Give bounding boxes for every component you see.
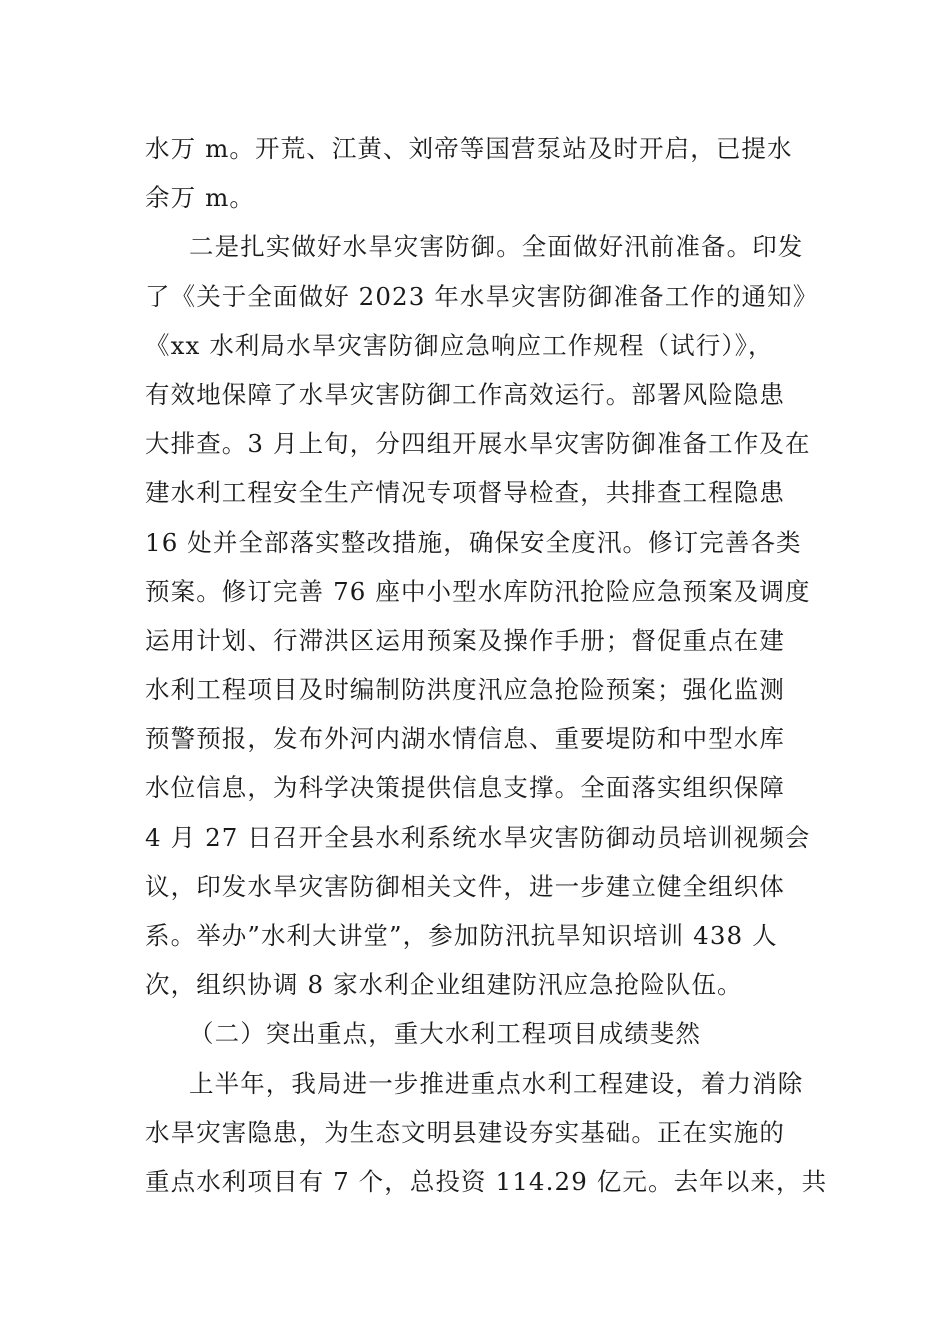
text-line: 运用计划、行滞洪区运用预案及操作手册；督促重点在建 bbox=[145, 625, 785, 655]
text-line: 重点水利项目有 7 个，总投资 114.29 亿元。去年以来，共 bbox=[145, 1166, 828, 1196]
text-line: 系。举办”水利大讲堂”，参加防汛抗旱知识培训 438 人 bbox=[145, 921, 778, 950]
text-line: 16 处并全部落实整改措施，确保安全度汛。修订完善各类 bbox=[145, 527, 802, 557]
text-line: 水位信息，为科学决策提供信息支撑。全面落实组织保障 bbox=[145, 773, 785, 803]
text-line: 上半年，我局进一步推进重点水利工程建设，着力消除 bbox=[189, 1068, 804, 1098]
text-line: 建水利工程安全生产情况专项督导检查，共排查工程隐患 bbox=[145, 478, 785, 508]
text-line: 4 月 27 日召开全县水利系统水旱灾害防御动员培训视频会 bbox=[145, 822, 811, 852]
text-line: 水万 m。开荒、江黄、刘帝等国营泵站及时开启，已提水 bbox=[145, 134, 793, 163]
text-line: 大排查。3 月上旬，分四组开展水旱灾害防御准备工作及在 bbox=[145, 429, 811, 459]
text-line: 二是扎实做好水旱灾害防御。全面做好汛前准备。印发 bbox=[189, 232, 804, 262]
text-line: 水旱灾害隐患，为生态文明县建设夯实基础。正在实施的 bbox=[145, 1117, 785, 1147]
text-line: 预案。修订完善 76 座中小型水库防汛抢险应急预案及调度 bbox=[145, 576, 811, 606]
text-line: 次，组织协调 8 家水利企业组建防汛应急抢险队伍。 bbox=[145, 970, 743, 1000]
text-line: 水利工程项目及时编制防洪度汛应急抢险预案；强化监测 bbox=[145, 675, 785, 705]
text-line: 《xx 水利局水旱灾害防御应急响应工作规程（试行）》， bbox=[145, 330, 774, 360]
text-line: 余万 m。 bbox=[145, 183, 256, 213]
document-body bbox=[145, 124, 828, 1206]
text-line: 了《关于全面做好 2023 年水旱灾害防御准备工作的通知》 bbox=[145, 281, 819, 311]
text-line: 预警预报，发布外河内湖水情信息、重要堤防和中型水库 bbox=[145, 724, 785, 754]
text-line: （二）突出重点，重大水利工程项目成绩斐然 bbox=[189, 1019, 701, 1049]
text-line: 有效地保障了水旱灾害防御工作高效运行。部署风险隐患 bbox=[145, 379, 785, 409]
text-line: 议，印发水旱灾害防御相关文件，进一步建立健全组织体 bbox=[145, 871, 785, 901]
